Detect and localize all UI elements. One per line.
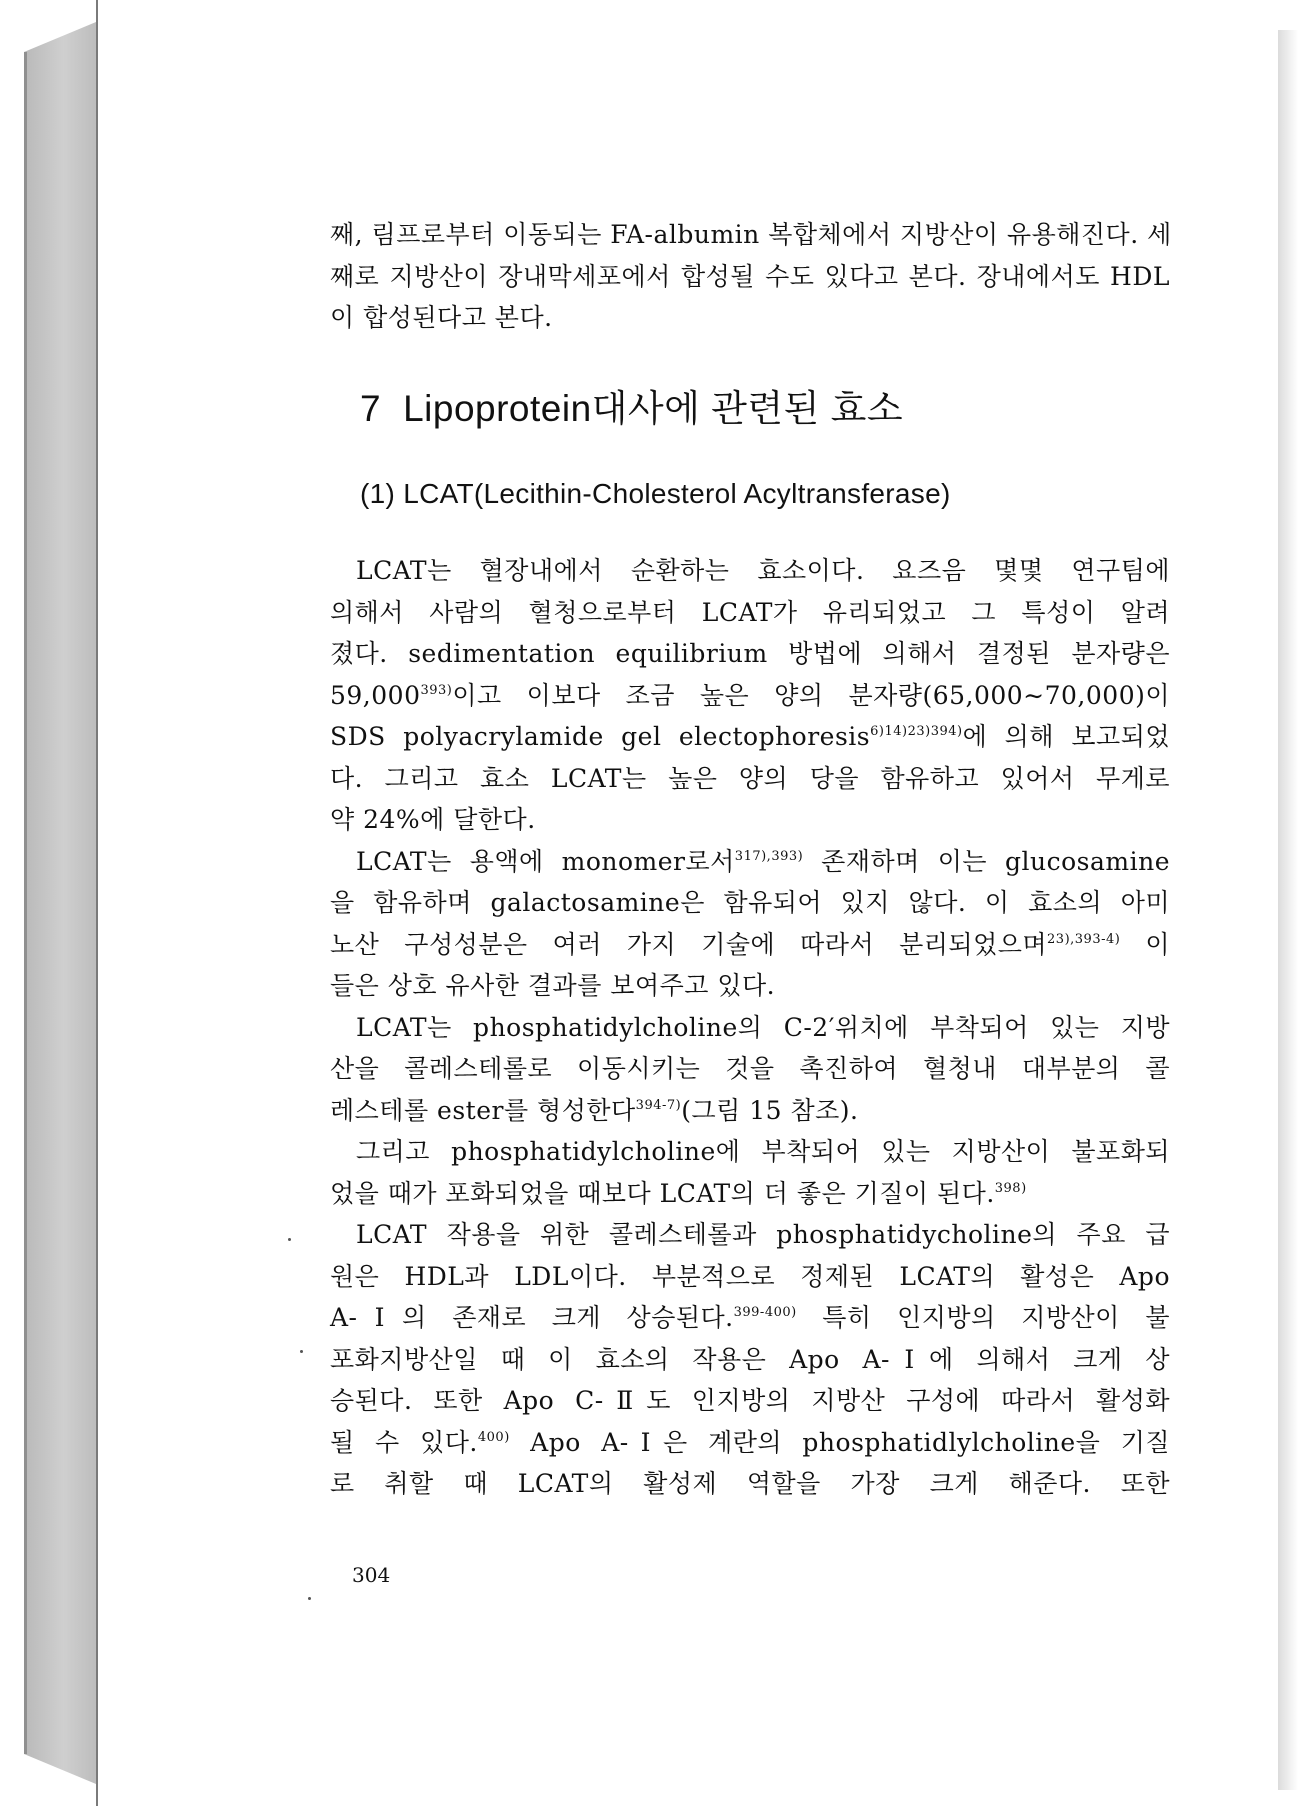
text-line: 약 24%에 달한다. [330,805,536,834]
text-line: 원은 HDL과 LDL이다. 부분적으로 정제된 LCAT의 활성은 Apo [330,1261,1170,1291]
text-run: 에 의해 보고되었 [962,722,1170,751]
text-run: 특히 인지방의 지방산이 불 [796,1303,1170,1332]
text-run: 이고 이보다 조금 높은 양의 분자량(65,000∼70,000)이 [452,680,1170,710]
text-run: 될 수 있다. [330,1427,478,1457]
body-text [330,550,1170,1505]
section-number: 7 [360,388,382,429]
text-run: 59,000 [330,680,421,710]
spine-edge [24,52,27,1754]
text-line: 의해서 사람의 혈청으로부터 LCAT가 유리되었고 그 특성이 알려 [330,597,1170,627]
text-line: LCAT는 혈장내에서 순환하는 효소이다. 요즈음 몇몇 연구팀에 [356,556,1170,585]
scan-speck [308,1597,311,1600]
text-line: LCAT는 phosphatidylcholine의 C-2′위치에 부착되어 있는 지방 [356,1012,1170,1042]
page-shadow [1276,30,1298,1790]
text-line: 산을 콜레스테롤로 이동시키는 것을 촉진하여 혈청내 대부분의 콜 [330,1054,1170,1083]
text-run: 존재하며 이는 glucosamine [803,846,1170,876]
citation: 398) [994,1180,1027,1196]
text-run: 노산 구성성분은 여러 가지 기술에 따라서 분리되었으며 [330,929,1048,959]
citation: 23),393-4) [1047,931,1121,947]
text-line [330,1297,1170,1339]
text-run: (그림 15 참조). [681,1095,859,1125]
text-line: 째로 지방산이 장내막세포에서 합성될 수도 있다고 본다. 장내에서도 HDL [330,261,1170,291]
citation: 400) [477,1429,510,1445]
text-line [330,1173,1170,1215]
text-line: 이 합성된다고 본다. [330,303,553,332]
section-heading [360,378,903,432]
text-line [330,716,1170,758]
text-line [330,841,1170,883]
section-title: Lipoprotein대사에 관련된 효소 [403,388,904,429]
text-run: Apo A-Ⅰ은 계란의 phosphatidlylcholine을 기질 [509,1427,1170,1457]
scan-speck [300,1350,303,1353]
text-line [330,1090,1170,1132]
page-number: 304 [352,1563,391,1587]
text-run: 이 [1120,929,1170,959]
text-line [330,675,1170,717]
citation: 6)14)23)394) [870,724,963,739]
text-run: 레스테롤 ester를 형성한다 [330,1095,636,1125]
text-line: 로 취할 때 LCAT의 활성제 역할을 가장 크게 해준다. 또한 [330,1469,1170,1498]
text-run: LCAT는 용액에 monomer로서 [356,846,735,876]
text-line [330,924,1170,966]
citation: 399-400) [733,1305,797,1320]
text-line [330,1422,1170,1464]
citation: 317),393) [734,848,804,864]
citation: 394-7) [635,1097,682,1113]
text-line: 을 함유하며 galactosamine은 함유되어 있지 않다. 이 효소의 아미 [330,888,1170,917]
citation: 393) [420,682,453,698]
scan-speck [288,1238,291,1241]
text-run: 었을 때가 포화되었을 때보다 LCAT의 더 좋은 기질이 된다. [330,1178,995,1208]
text-run: A-Ⅰ의 존재로 크게 상승된다. [330,1303,734,1332]
text-line: LCAT 작용을 위한 콜레스테롤과 phosphatidycholine의 주요 급 [356,1220,1170,1249]
text-line: 포화지방산일 때 이 효소의 작용은 Apo A-Ⅰ에 의해서 크게 상 [330,1344,1170,1374]
text-run: SDS polyacrylamide gel electophoresis [330,722,871,751]
text-line: 다. 그리고 효소 LCAT는 높은 양의 당을 함유하고 있어서 무게로 [330,763,1170,793]
text-line: 승된다. 또한 Apo C-Ⅱ도 인지방의 지방산 구성에 따라서 활성화 [330,1386,1170,1415]
text-line: 그리고 phosphatidylcholine에 부착되어 있는 지방산이 불포화되 [356,1137,1170,1166]
text-line: 들은 상호 유사한 결과를 보여주고 있다. [330,971,776,1000]
book-spine [24,22,96,1784]
text-line: 졌다. sedimentation equilibrium 방법에 의해서 결정된 분자량은 [330,639,1170,668]
intro-paragraph [330,214,1170,339]
subsection-heading: (1) LCAT(Lecithin-Cholesterol Acyltransferase) [360,478,951,509]
text-line: 째, 림프로부터 이동되는 FA-albumin 복합체에서 지방산이 유용해진다. 세 [330,220,1172,249]
